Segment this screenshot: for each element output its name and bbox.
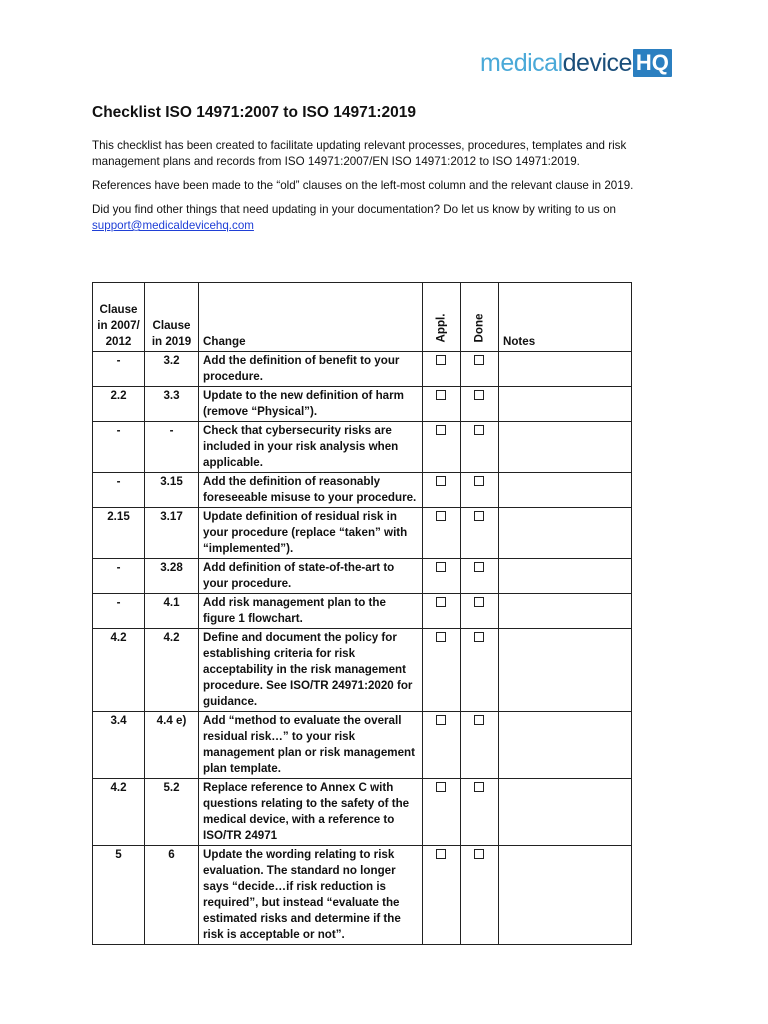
appl-checkbox[interactable]: [436, 511, 446, 521]
clause-new-cell: 5.2: [145, 779, 199, 846]
clause-old-cell: -: [93, 594, 145, 629]
notes-cell[interactable]: [498, 473, 631, 508]
clause-new-cell: 3.3: [145, 387, 199, 422]
clause-old-cell: -: [93, 473, 145, 508]
clause-new-cell: 3.2: [145, 352, 199, 387]
clause-old-cell: 4.2: [93, 779, 145, 846]
table-row: [93, 422, 632, 473]
done-checkbox[interactable]: [474, 511, 484, 521]
clause-new-cell: 4.1: [145, 594, 199, 629]
table-row: [93, 387, 632, 422]
header-appl: [423, 283, 461, 352]
intro-paragraph-3-text: Did you find other things that need updating in your documentation? Do let us know by writing to us on: [92, 203, 616, 216]
appl-checkbox[interactable]: [436, 425, 446, 435]
appl-checkbox[interactable]: [436, 782, 446, 792]
done-cell: [460, 422, 498, 473]
clause-new-cell: -: [145, 422, 199, 473]
notes-cell[interactable]: [498, 508, 631, 559]
document-title: Checklist ISO 14971:2007 to ISO 14971:2019: [92, 104, 416, 121]
appl-cell: [423, 473, 461, 508]
appl-checkbox[interactable]: [436, 632, 446, 642]
done-checkbox[interactable]: [474, 425, 484, 435]
appl-checkbox[interactable]: [436, 849, 446, 859]
change-cell: Add definition of state-of-the-art to your procedure.: [199, 559, 423, 594]
header-done-label: Done: [472, 313, 486, 343]
change-cell: Update to the new definition of harm (remove “Physical”).: [199, 387, 423, 422]
done-cell: [460, 594, 498, 629]
change-cell: Add risk management plan to the figure 1 flowchart.: [199, 594, 423, 629]
intro-paragraph-3: [92, 202, 682, 234]
appl-checkbox[interactable]: [436, 390, 446, 400]
change-cell: Add the definition of reasonably foreseeable misuse to your procedure.: [199, 473, 423, 508]
clause-old-cell: 2.2: [93, 387, 145, 422]
appl-checkbox[interactable]: [436, 715, 446, 725]
appl-cell: [423, 629, 461, 712]
clause-old-cell: 5: [93, 846, 145, 945]
change-cell: Update the wording relating to risk evaluation. The standard no longer says “decide…if risk reduction is required”, but instead “evaluate the estimated risks and determine if the risk is acceptable or not”.: [199, 846, 423, 945]
done-cell: [460, 387, 498, 422]
appl-checkbox[interactable]: [436, 597, 446, 607]
done-cell: [460, 508, 498, 559]
done-checkbox[interactable]: [474, 782, 484, 792]
checklist-table: [92, 282, 632, 945]
intro-paragraph-2: References have been made to the “old” clauses on the left-most column and the relevant clause in 2019.: [92, 179, 634, 192]
clause-new-cell: 3.28: [145, 559, 199, 594]
table-header-row: [93, 283, 632, 352]
done-checkbox[interactable]: [474, 355, 484, 365]
header-clause-new: Clause in 2019: [145, 283, 199, 352]
clause-old-cell: 3.4: [93, 712, 145, 779]
table-row: [93, 594, 632, 629]
appl-checkbox[interactable]: [436, 355, 446, 365]
done-checkbox[interactable]: [474, 597, 484, 607]
appl-cell: [423, 594, 461, 629]
done-cell: [460, 629, 498, 712]
appl-cell: [423, 779, 461, 846]
appl-cell: [423, 508, 461, 559]
done-checkbox[interactable]: [474, 390, 484, 400]
change-cell: Check that cybersecurity risks are included in your risk analysis when applicable.: [199, 422, 423, 473]
clause-old-cell: -: [93, 559, 145, 594]
appl-cell: [423, 846, 461, 945]
table-row: [93, 779, 632, 846]
appl-cell: [423, 422, 461, 473]
change-cell: Define and document the policy for establishing criteria for risk acceptability in the risk management procedure. See ISO/TR 24971:2020 for guidance.: [199, 629, 423, 712]
done-checkbox[interactable]: [474, 632, 484, 642]
notes-cell[interactable]: [498, 352, 631, 387]
intro-section: [92, 138, 682, 242]
notes-cell[interactable]: [498, 779, 631, 846]
appl-cell: [423, 352, 461, 387]
clause-new-cell: 4.2: [145, 629, 199, 712]
notes-cell[interactable]: [498, 629, 631, 712]
medicaldevicehq-logo: [480, 48, 672, 78]
clause-new-cell: 3.15: [145, 473, 199, 508]
support-email-link[interactable]: support@medicaldevicehq.com: [92, 219, 254, 232]
table-row: [93, 846, 632, 945]
change-cell: Add the definition of benefit to your procedure.: [199, 352, 423, 387]
table-row: [93, 352, 632, 387]
notes-cell[interactable]: [498, 594, 631, 629]
done-cell: [460, 712, 498, 779]
table-row: [93, 629, 632, 712]
appl-checkbox[interactable]: [436, 562, 446, 572]
appl-cell: [423, 712, 461, 779]
logo-text-device: device: [562, 48, 632, 77]
done-cell: [460, 846, 498, 945]
notes-cell[interactable]: [498, 387, 631, 422]
notes-cell[interactable]: [498, 846, 631, 945]
table-row: [93, 473, 632, 508]
done-checkbox[interactable]: [474, 476, 484, 486]
clause-new-cell: 3.17: [145, 508, 199, 559]
table-row: [93, 559, 632, 594]
done-checkbox[interactable]: [474, 715, 484, 725]
notes-cell[interactable]: [498, 559, 631, 594]
done-cell: [460, 352, 498, 387]
logo-text-medical: medical: [480, 48, 563, 77]
table-row: [93, 712, 632, 779]
done-checkbox[interactable]: [474, 562, 484, 572]
done-cell: [460, 473, 498, 508]
notes-cell[interactable]: [498, 422, 631, 473]
header-change: Change: [199, 283, 423, 352]
change-cell: Add “method to evaluate the overall residual risk…” to your risk management plan or risk management plan template.: [199, 712, 423, 779]
clause-new-cell: 6: [145, 846, 199, 945]
done-cell: [460, 559, 498, 594]
change-cell: Replace reference to Annex C with questions relating to the safety of the medical device, with a reference to ISO/TR 24971: [199, 779, 423, 846]
clause-old-cell: -: [93, 422, 145, 473]
clause-old-cell: -: [93, 352, 145, 387]
intro-paragraph-1: This checklist has been created to facilitate updating relevant processes, procedures, templates and risk management plans and records from ISO 14971:2007/EN ISO 14971:2012 to ISO 14971:2019.: [92, 139, 627, 168]
header-clause-old: Clause in 2007/ 2012: [93, 283, 145, 352]
table-row: [93, 508, 632, 559]
change-cell: Update definition of residual risk in your procedure (replace “taken” with “implemented”).: [199, 508, 423, 559]
appl-checkbox[interactable]: [436, 476, 446, 486]
clause-old-cell: 4.2: [93, 629, 145, 712]
appl-cell: [423, 559, 461, 594]
done-checkbox[interactable]: [474, 849, 484, 859]
header-appl-label: Appl.: [434, 313, 448, 343]
clause-old-cell: 2.15: [93, 508, 145, 559]
logo-text-hq: HQ: [633, 49, 672, 77]
done-cell: [460, 779, 498, 846]
appl-cell: [423, 387, 461, 422]
header-notes: Notes: [498, 283, 631, 352]
clause-new-cell: 4.4 e): [145, 712, 199, 779]
notes-cell[interactable]: [498, 712, 631, 779]
header-done: [460, 283, 498, 352]
